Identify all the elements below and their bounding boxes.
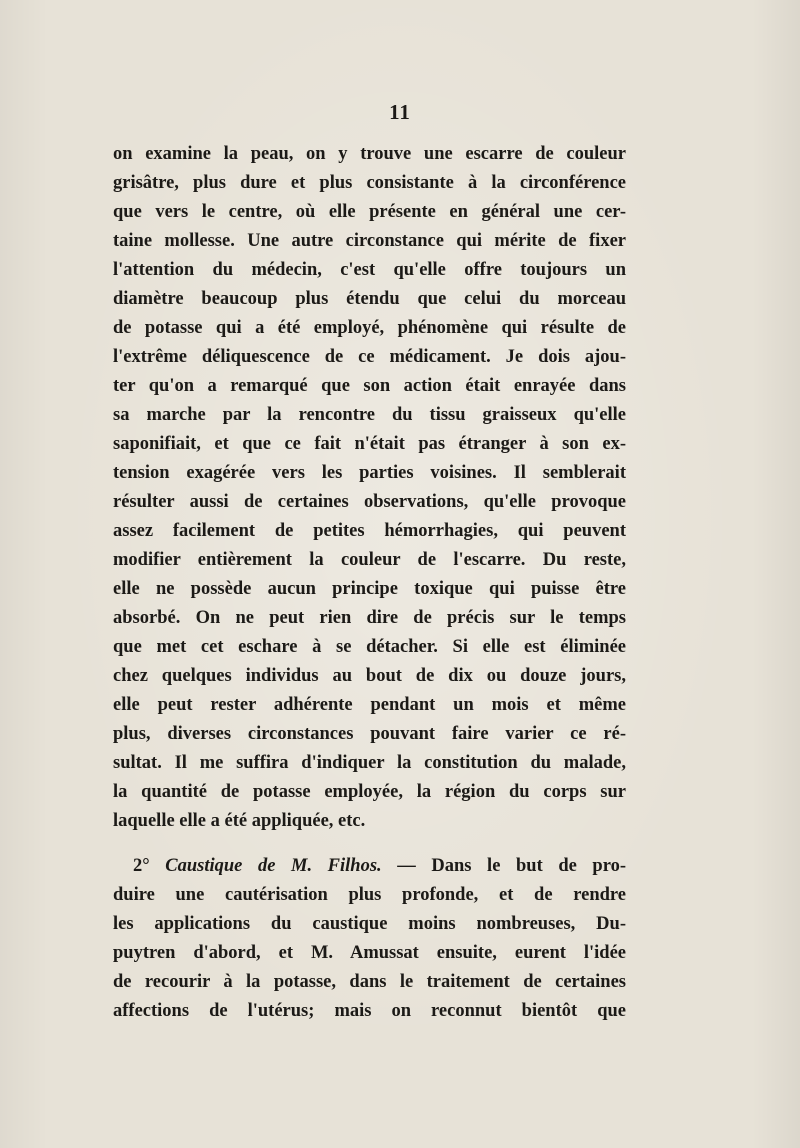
- text-line: modifier entièrement la couleur de l'escarre. Du reste,: [113, 550, 626, 570]
- text-line: diamètre beaucoup plus étendu que celui du morceau: [113, 289, 626, 309]
- text-line: la quantité de potasse employée, la région du corps sur: [113, 782, 626, 802]
- page-number: 11: [389, 100, 411, 124]
- text-line: on examine la peau, on y trouve une escarre de couleur: [113, 144, 626, 164]
- text-line: plus, diverses circonstances pouvant faire varier ce ré-: [113, 724, 626, 744]
- text-line: laquelle elle a été appliquée, etc.: [113, 811, 366, 831]
- text-line: assez facilement de petites hémorrhagies, qui peuvent: [113, 521, 626, 541]
- text-line: tension exagérée vers les parties voisines. Il semblerait: [113, 463, 626, 483]
- text-line: saponifiait, et que ce fait n'était pas étranger à son ex-: [113, 434, 626, 454]
- section-title: Caustique de M. Filhos.: [165, 856, 382, 876]
- text-line: taine mollesse. Une autre circonstance qui mérite de fixer: [113, 231, 626, 251]
- paragraph-potassium-eschar: [113, 140, 626, 836]
- text-line: sultat. Il me suffira d'indiquer la constitution du malade,: [113, 753, 626, 773]
- text-line: résulter aussi de certaines observations, qu'elle provoque: [113, 492, 626, 512]
- text-line: sa marche par la rencontre du tissu graisseux qu'elle: [113, 405, 626, 425]
- text-line: ter qu'on a remarqué que son action était enrayée dans: [113, 376, 626, 396]
- text-line: de recourir à la potasse, dans le traitement de certaines: [113, 972, 626, 992]
- text-line: de potasse qui a été employé, phénomène qui résulte de: [113, 318, 626, 338]
- section-number: 2°: [133, 856, 150, 876]
- text-line: chez quelques individus au bout de dix ou douze jours,: [113, 666, 626, 686]
- text-line: elle peut rester adhérente pendant un mois et même: [113, 695, 626, 715]
- text-line: duire une cautérisation plus profonde, et de rendre: [113, 885, 626, 905]
- text-fragment: — Dans le but de pro-: [397, 856, 626, 876]
- text-line: que met cet eschare à se détacher. Si elle est éliminée: [113, 637, 626, 657]
- text-line: absorbé. On ne peut rien dire de précis sur le temps: [113, 608, 626, 628]
- text-line: elle ne possède aucun principe toxique qui puisse être: [113, 579, 626, 599]
- text-line: affections de l'utérus; mais on reconnut bientôt que: [113, 1001, 626, 1021]
- text-line: puytren d'abord, et M. Amussat ensuite, eurent l'idée: [113, 943, 626, 963]
- paragraph-filhos-caustic: [113, 852, 626, 1026]
- text-line: que vers le centre, où elle présente en général une cer-: [113, 202, 626, 222]
- text-line: les applications du caustique moins nombreuses, Du-: [113, 914, 626, 934]
- text-line: l'extrême déliquescence de ce médicament. Je dois ajou-: [113, 347, 626, 367]
- section-heading-line: [113, 852, 626, 881]
- text-line: l'attention du médecin, c'est qu'elle offre toujours un: [113, 260, 626, 280]
- text-line: grisâtre, plus dure et plus consistante à la circonférence: [113, 173, 626, 193]
